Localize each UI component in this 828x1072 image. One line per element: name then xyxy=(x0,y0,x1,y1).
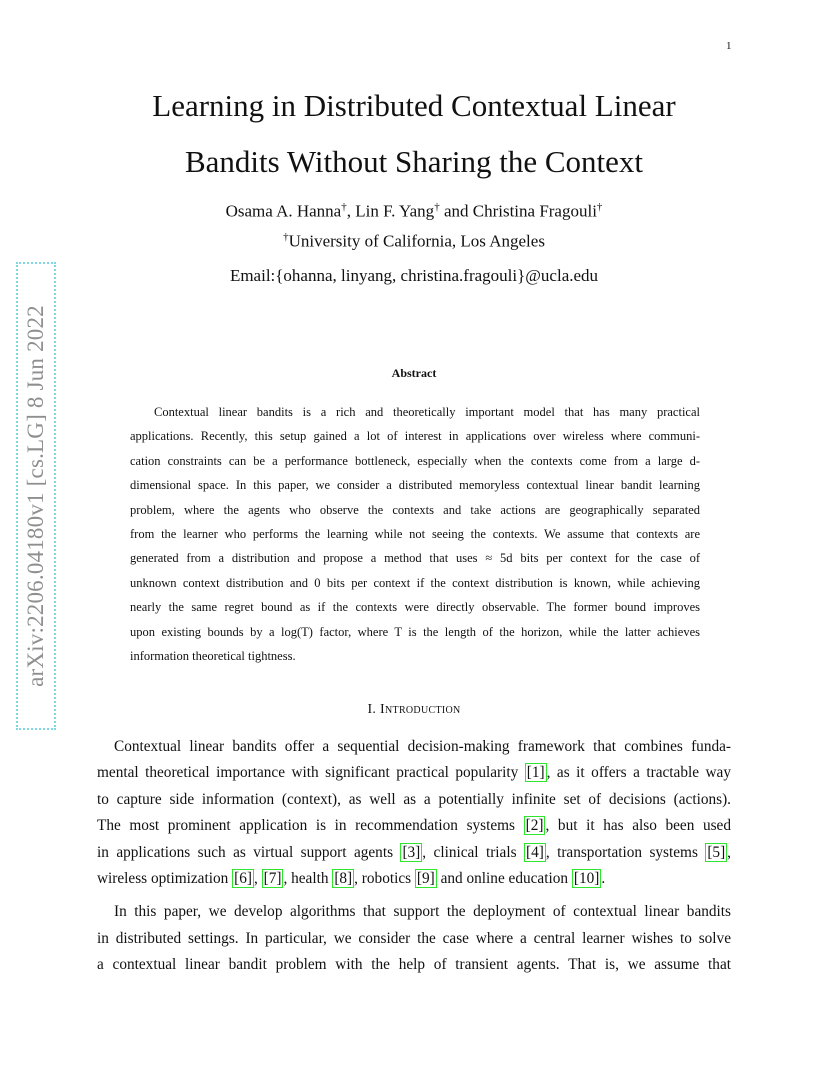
author-list xyxy=(0,201,828,222)
abstract-line: cation constraints can be a performance bottleneck, especially when the contexts come from a large d- xyxy=(130,453,700,468)
citation-link[interactable]: [1] xyxy=(526,764,545,782)
abstract-line: problem, where the agents who observe the contexts and take actions are geographically separated xyxy=(130,502,700,517)
text-run: , health xyxy=(283,869,333,887)
citation-link[interactable]: [3] xyxy=(402,843,421,861)
body-line xyxy=(97,813,731,839)
text-run: in applications such as virtual support agents xyxy=(97,843,401,861)
abstract-line: dimensional space. In this paper, we consider a distributed memoryless contextual linear bandit learning xyxy=(130,478,700,493)
text-run: , robotics xyxy=(354,869,415,887)
author-email: Email:{ohanna, linyang, christina.fragouli}@ucla.edu xyxy=(229,266,599,285)
citation-link[interactable]: [2] xyxy=(525,817,544,835)
text-run: mental theoretical importance with significant practical popularity xyxy=(97,764,525,782)
section-heading xyxy=(0,702,828,718)
abstract-line: nearly the same regret bound as if the contexts were directly observable. The former bound improves xyxy=(130,600,700,615)
abstract-line: upon existing bounds by a log(T) factor, where T is the length of the horizon, while the latter achieves xyxy=(130,624,700,639)
abstract-line: information theoretical tightness. xyxy=(130,648,296,663)
citation-link[interactable]: [10] xyxy=(573,869,600,887)
body-line: to capture side information (context), as well as a potentially infinite set of decisions (actions). xyxy=(97,790,731,808)
page-number: 1 xyxy=(726,40,732,52)
citation-link[interactable]: [5] xyxy=(707,843,726,861)
dagger-mark: † xyxy=(434,201,440,213)
abstract-line: Contextual linear bandits is a rich and theoretically important model that has many practical xyxy=(154,405,700,419)
citation-link[interactable]: [4] xyxy=(525,843,544,861)
abstract-heading: Abstract xyxy=(391,366,437,380)
abstract-line: generated from a distribution and propose a method that uses ≈ 5d bits per context for the case of xyxy=(130,551,700,566)
title-line-2: Bandits Without Sharing the Context xyxy=(185,144,643,179)
author-3: and Christina Fragouli xyxy=(439,201,597,221)
abstract-line: from the learner who performs the learning while not seeing the contexts. We assume that contexts are xyxy=(130,526,700,541)
body-line xyxy=(97,840,731,866)
dagger-mark: † xyxy=(596,201,603,213)
citation-link[interactable]: [6] xyxy=(234,869,252,887)
affiliation xyxy=(0,231,828,252)
text-run: , as it offers a tractable way xyxy=(546,764,731,782)
dagger-mark: † xyxy=(341,201,347,213)
body-line: Contextual linear bandits offer a sequential decision-making framework that combines funda- xyxy=(114,738,731,755)
paper-title xyxy=(0,78,828,190)
citation-link[interactable]: [9] xyxy=(416,869,435,887)
title-line-1: Learning in Distributed Contextual Linear xyxy=(152,88,676,123)
text-run: , xyxy=(727,843,731,861)
body-line xyxy=(97,866,731,892)
body-line: In this paper, we develop algorithms that support the deployment of contextual linear bandits xyxy=(114,903,731,921)
section-title: Introduction xyxy=(380,702,461,717)
abstract-body xyxy=(130,400,700,668)
arxiv-id[interactable]: arXiv:2206.04180v1 [cs.LG] 8 Jun 2022 xyxy=(23,305,48,687)
abstract-line: unknown context distribution and 0 bits per context if the context distribution is known, while achieving xyxy=(130,575,700,590)
text-run: . xyxy=(601,869,606,887)
section-number: I. xyxy=(367,702,377,717)
dagger-mark: † xyxy=(283,231,289,243)
author-2: , Lin F. Yang xyxy=(346,201,435,221)
text-run: The most prominent application is in recommendation systems xyxy=(97,817,524,835)
introduction-body xyxy=(97,734,731,979)
body-line: a contextual linear bandit problem with the help of transient agents. That is, we assume that xyxy=(97,956,731,974)
text-run: , but it has also been used xyxy=(545,817,731,835)
author-1: Osama A. Hanna xyxy=(225,201,342,221)
abstract-line: applications. Recently, this setup gained a lot of interest in applications over wireless where communi- xyxy=(130,429,700,444)
body-line xyxy=(97,760,731,786)
text-run: , xyxy=(253,869,262,887)
text-run: wireless optimization xyxy=(97,869,233,887)
citation-link[interactable]: [8] xyxy=(334,869,353,887)
text-run: , transportation systems xyxy=(545,843,706,861)
affiliation-text: University of California, Los Angeles xyxy=(288,231,545,251)
text-run: , clinical trials xyxy=(422,843,524,861)
text-run: and online education xyxy=(436,869,572,887)
citation-link[interactable]: [7] xyxy=(263,869,282,887)
arxiv-stamp[interactable] xyxy=(16,262,56,730)
body-line: in distributed settings. In particular, we consider the case where a central learner wishes to solve xyxy=(97,929,731,947)
